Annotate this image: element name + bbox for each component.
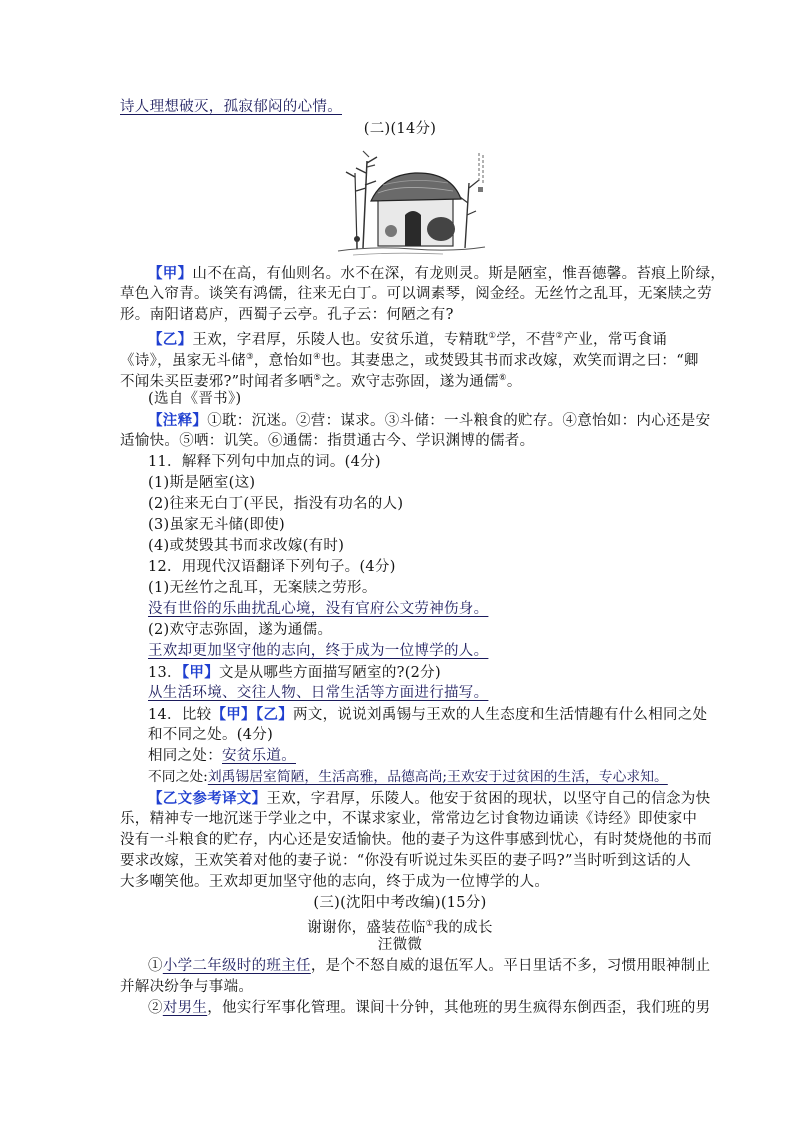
paragraph-text: ，是个不怒自威的退伍军人。平日里话不多，习惯用眼神制止 bbox=[310, 958, 711, 974]
tag-notes: 【注释】 bbox=[148, 412, 208, 429]
question-11: 11．解释下列句中加点的词。(4分) bbox=[148, 454, 381, 470]
text-yi-part: 。 bbox=[506, 373, 522, 390]
question-11-item: (3)虽家无斗储(即使) bbox=[148, 517, 285, 533]
paragraph-number: ① bbox=[148, 958, 163, 974]
answer-label: 不同之处: bbox=[148, 769, 208, 785]
question-text: 两文，说说刘禹锡与王欢的人生态度和生活情趣有什么相同之处 bbox=[293, 707, 708, 723]
footnote-mark: ② bbox=[555, 331, 564, 341]
underlined-phrase: 对男生 bbox=[162, 1000, 208, 1016]
story-title-text: 我的成长 bbox=[433, 919, 493, 936]
question-text: 14．比较 bbox=[148, 707, 212, 723]
section-3-title: (三)(沈阳中考改编)(15分) bbox=[313, 895, 487, 911]
answer-14-diff bbox=[148, 767, 680, 788]
question-14 bbox=[148, 704, 708, 726]
tag-yi: 【乙】 bbox=[148, 330, 193, 348]
text-yi-part: 产业，常丐食诵 bbox=[563, 331, 668, 348]
footnote-mark: ① bbox=[425, 919, 434, 929]
paragraph-2-line-1 bbox=[148, 998, 711, 1019]
translation-line-3: 没有一斗粮食的贮存，内心还是安适愉快。他的妻子为这件事感到忧心，有时焚烧他的书而 bbox=[120, 832, 712, 848]
translation-line-1 bbox=[148, 788, 711, 810]
annotation-text: ①耽：沉迷。②营：谋求。③斗储：一斗粮食的贮存。④意怡如：内心还是安 bbox=[207, 413, 711, 429]
question-11-item: (4)或焚毁其书而求改嫁(有时) bbox=[148, 538, 345, 554]
text-jia-line-2: 草色入帘青。谈笑有鸿儒，往来无白丁。可以调素琴，阅金经。无丝竹之乱耳，无案牍之劳 bbox=[120, 286, 712, 302]
text-yi-part: ，意怡如 bbox=[253, 352, 314, 369]
translation-line-4: 要求改嫁，王欢笑着对他的妻子说：“你没有听说过朱买臣的妻子吗?”当时听到这话的人 bbox=[120, 853, 692, 869]
question-13 bbox=[148, 662, 680, 684]
footnote-mark: ④ bbox=[313, 352, 321, 362]
answer-14-same bbox=[148, 746, 680, 767]
paragraph-number: ② bbox=[148, 1000, 163, 1016]
text-jia-line-3: 形。南阳诸葛庐，西蜀子云亭。孔子云：何陋之有? bbox=[120, 307, 454, 323]
question-11-item: (2)往来无白丁(平民，指没有功名的人) bbox=[148, 496, 404, 512]
tag-yi: 【乙】 bbox=[255, 706, 294, 723]
translation-line-2: 乐，精神专一地沉迷于学业之中，不谋求家业，常常边乞讨食物边诵读《诗经》即使家中 bbox=[120, 811, 698, 827]
answer-text: 安贫乐道。 bbox=[222, 748, 296, 764]
text-yi-part: 之。欢守志弥固，遂为通儒 bbox=[321, 373, 499, 390]
footnote-mark: ③ bbox=[245, 352, 254, 362]
question-12-item: (2)欢守志弥固，遂为通儒。 bbox=[148, 622, 333, 638]
text-yi-part: 王欢，字君厚，乐陵人也。安贫乐道，专精耽 bbox=[192, 331, 489, 348]
text-yi-part: 学，不营 bbox=[496, 331, 556, 348]
text-yi-part: 《诗》，虽家无斗储 bbox=[120, 352, 246, 369]
tag-jia: 【甲】 bbox=[211, 706, 256, 723]
question-11-item: (1)斯是陋室(这) bbox=[148, 475, 256, 491]
question-text: 文是从哪些方面描写陋室的?(2分) bbox=[219, 665, 441, 681]
source-note: (选自《晋书》) bbox=[148, 391, 242, 407]
story-title-text: 谢谢你，盛装莅临 bbox=[307, 919, 426, 936]
answer-12-2: 王欢却更加坚守他的志向，终于成为一位博学的人。 bbox=[148, 643, 489, 659]
paragraph-1-line-2: 并解决纷争与事端。 bbox=[120, 979, 254, 995]
footnote-mark: ⑥ bbox=[498, 373, 507, 383]
answer-12-1: 没有世俗的乐曲扰乱心境，没有官府公文劳神伤身。 bbox=[148, 601, 489, 617]
footnote-mark: ⑤ bbox=[313, 373, 322, 383]
question-number: 13． bbox=[148, 665, 182, 681]
answer-line: 诗人理想破灭，孤寂郁闷的心情。 bbox=[120, 99, 342, 115]
paragraph-1-line-1 bbox=[148, 956, 711, 977]
translation-line-5: 大多嘲笑他。王欢却更加坚守他的志向，终于成为一位博学的人。 bbox=[120, 874, 550, 890]
paragraph-text: ，他实行军事化管理。课间十分钟，其他班的男生疯得东倒西歪，我们班的男 bbox=[207, 1000, 711, 1016]
footnote-mark: ① bbox=[488, 331, 497, 341]
text-jia: 山不在高，有仙则名。水不在深，有龙则灵。斯是陋室，惟吾德馨。苔痕上阶绿， bbox=[192, 266, 726, 282]
question-14-line-2: 和不同之处。(4分) bbox=[148, 727, 274, 743]
question-12-item: (1)无丝竹之乱耳，无案牍之劳形。 bbox=[148, 580, 377, 596]
translation-text: 王欢，字君厚，乐陵人。他安于贫困的现状，以坚守自己的信念为快 bbox=[266, 791, 711, 807]
tag-jia: 【甲】 bbox=[181, 664, 220, 681]
text-yi-part: 不闻朱买臣妻邪?”时闻者多哂 bbox=[120, 373, 314, 390]
tag-jia: 【甲】 bbox=[148, 265, 193, 282]
section-2-title: (二)(14分) bbox=[363, 121, 437, 137]
underlined-phrase: 小学二年级时的班主任 bbox=[162, 958, 311, 974]
answer-text: 刘禹锡居室简陋，生活高雅，品德高尚;王欢安于过贫困的生活，专心求知。 bbox=[207, 769, 668, 785]
annotation-line-1 bbox=[148, 410, 711, 432]
question-12: 12．用现代汉语翻译下列句子。(4分) bbox=[148, 559, 396, 575]
answer-13: 从生活环境、交往人物、日常生活等方面进行描写。 bbox=[148, 685, 489, 701]
hut-illustration bbox=[333, 143, 490, 261]
author: 汪微微 bbox=[377, 937, 423, 953]
answer-label: 相同之处： bbox=[148, 748, 222, 764]
text-jia-line-1 bbox=[148, 263, 726, 285]
annotation-line-2: 适愉快。⑤哂：讥笑。⑥通儒：指贯通古今、学识渊博的儒者。 bbox=[120, 433, 535, 449]
text-yi-part: 也。其妻患之，或焚毁其书而求改嫁，欢笑而谓之曰：“卿 bbox=[321, 352, 699, 369]
tag-translation: 【乙文参考译文】 bbox=[148, 790, 267, 807]
